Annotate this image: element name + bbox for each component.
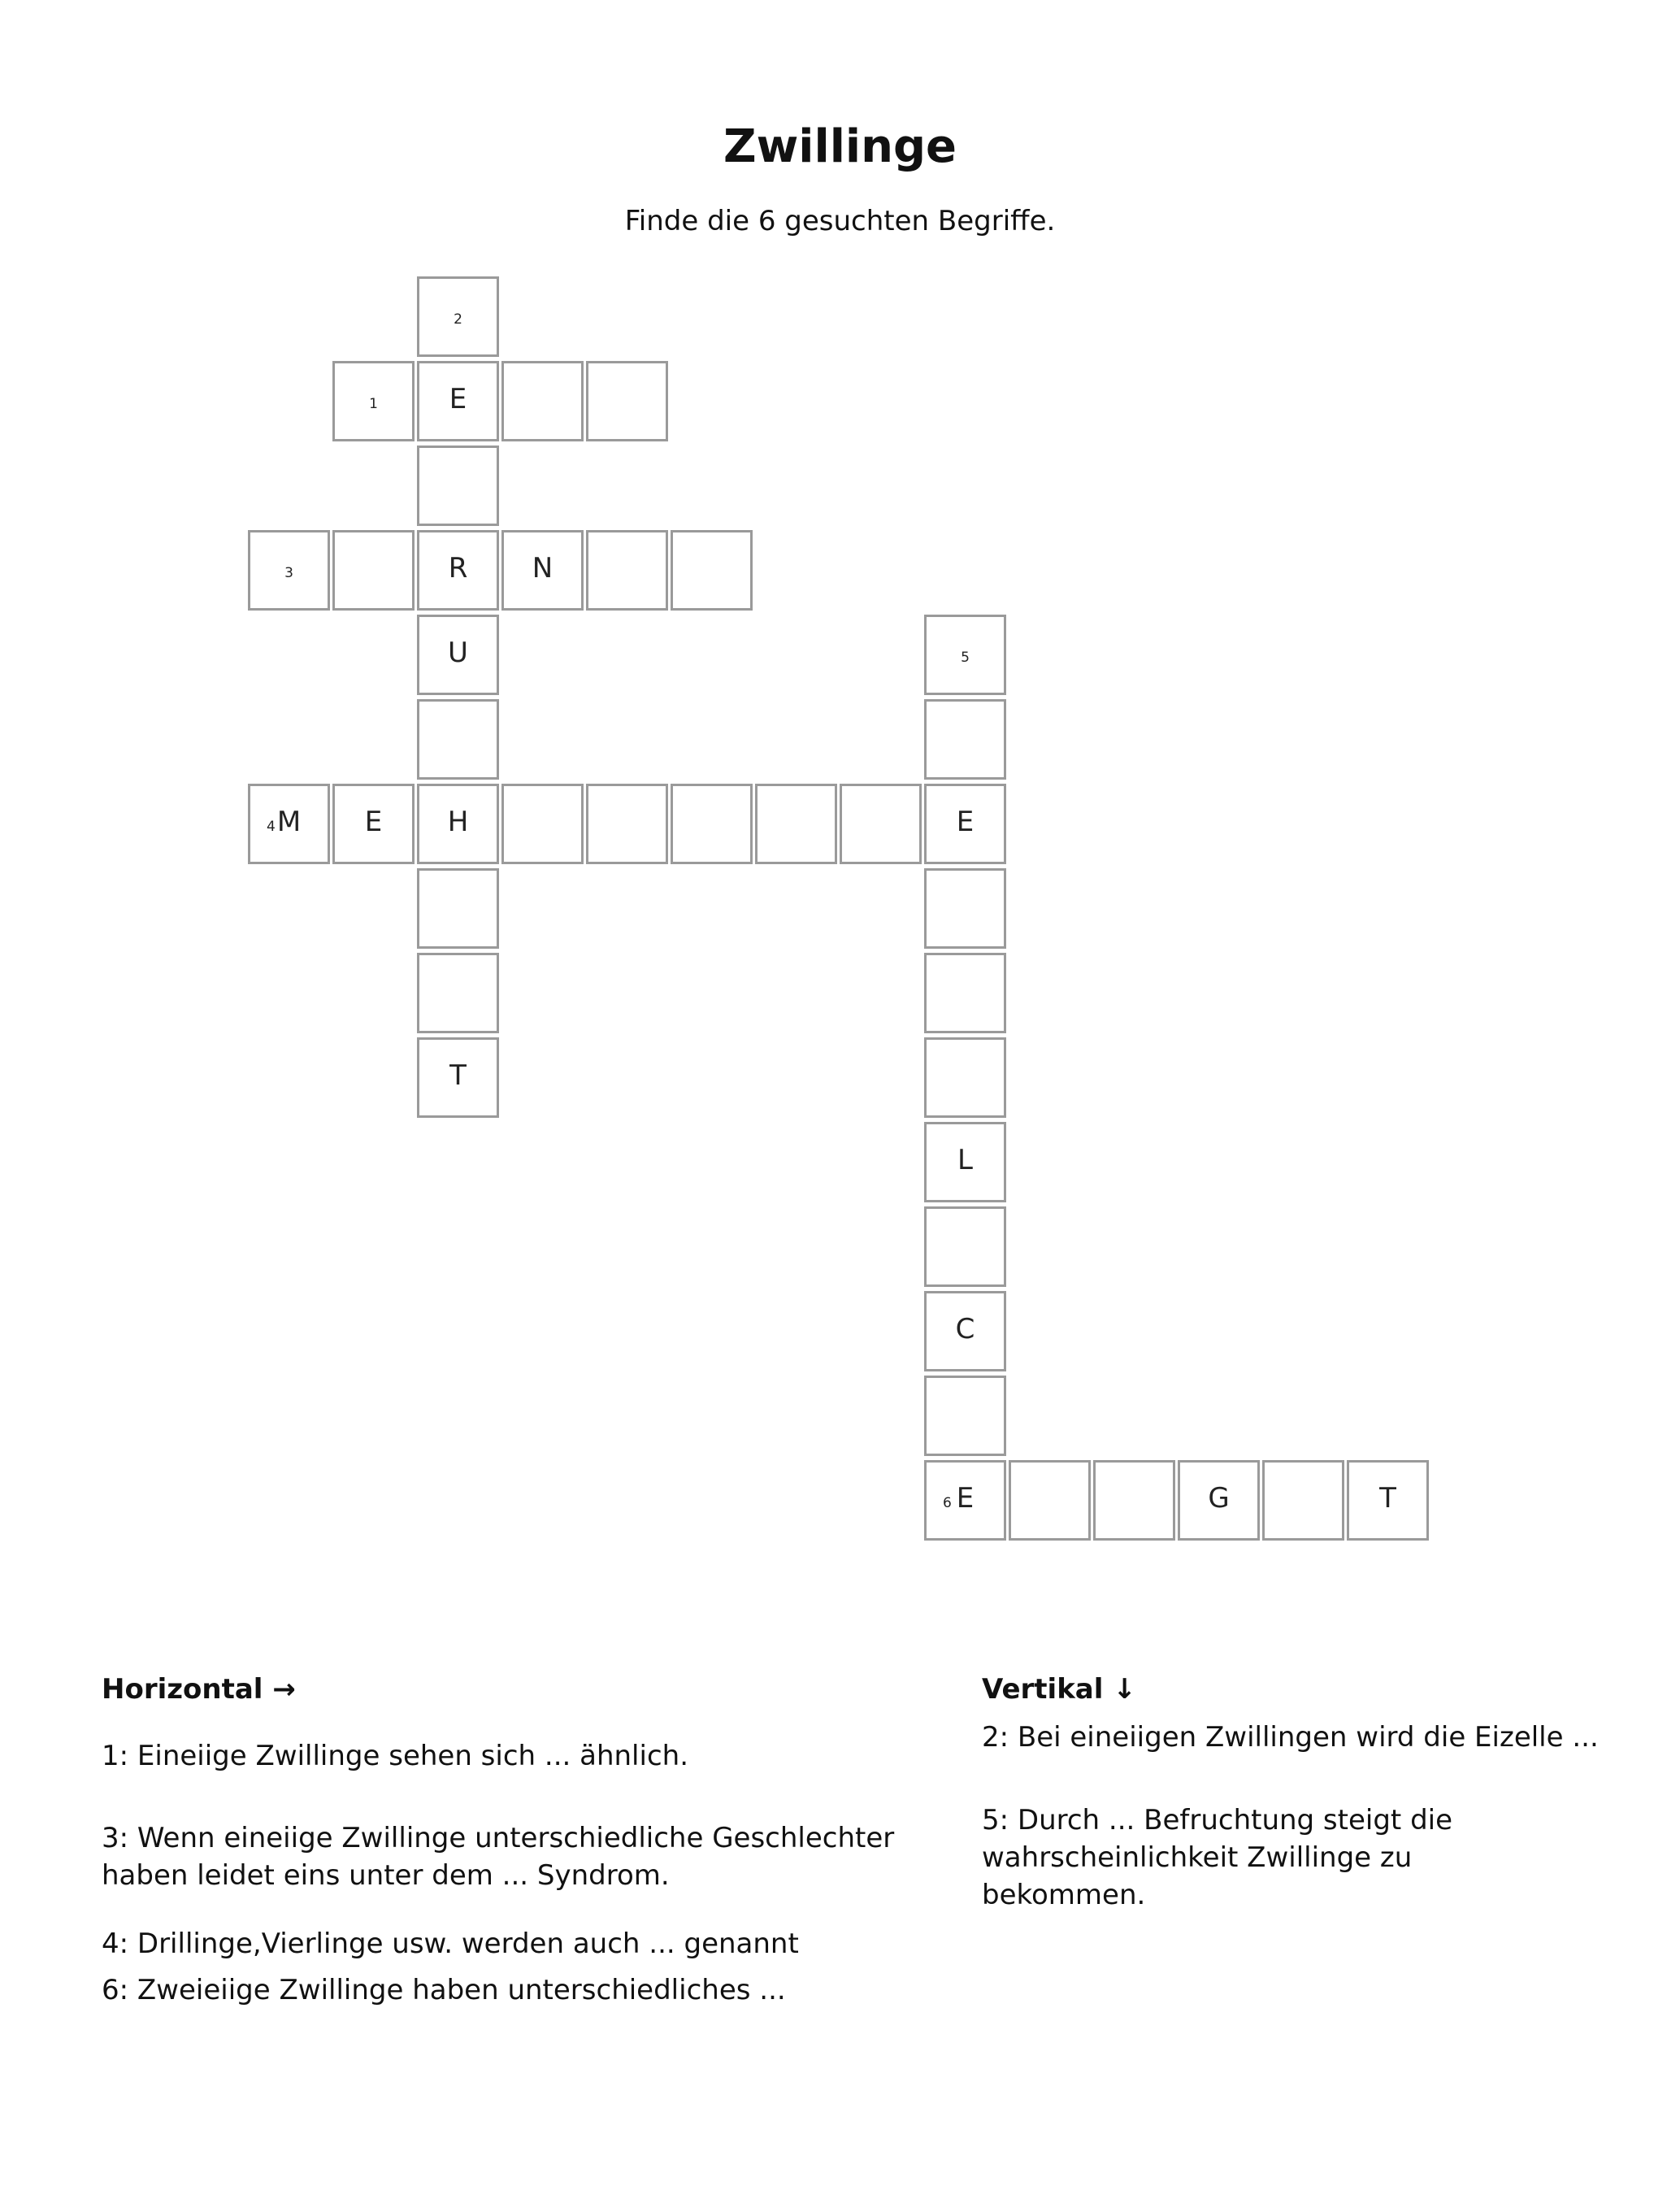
grid-cell[interactable] [332,361,415,441]
grid-cell[interactable] [924,1460,1006,1541]
grid-cell[interactable] [840,784,922,864]
grid-cell[interactable] [1178,1460,1260,1541]
grid-cell[interactable] [924,699,1006,780]
clue-horizontal-6: 6: Zweieiige Zwillinge haben unterschiedliches ... [102,1974,786,2006]
grid-cell[interactable] [501,784,584,864]
clue-horizontal-1: 1: Eineiige Zwillinge sehen sich ... ähnlich. [102,1740,689,1772]
clue-number: 1 [369,396,378,412]
cell-letter: C [955,1313,975,1345]
clue-number: 2 [454,311,462,328]
cell-letter: H [447,806,469,838]
grid-cell[interactable] [1347,1460,1429,1541]
clue-number: 6 [943,1495,952,1511]
grid-cell[interactable] [417,530,499,611]
grid-cell[interactable] [417,784,499,864]
cell-letter: E [956,806,975,838]
clue-vertical-2: 2: Bei eineiigen Zwillingen wird die Eizelle ... [982,1721,1599,1754]
horizontal-clues-heading: Horizontal → [102,1673,296,1706]
grid-cell[interactable] [417,446,499,526]
grid-cell[interactable] [924,868,1006,949]
cell-letter: E [364,806,383,838]
clue-number: 3 [284,565,293,581]
cell-letter: R [448,552,468,585]
grid-cell[interactable] [924,1037,1006,1118]
grid-cell[interactable] [1262,1460,1344,1541]
cell-letter: L [957,1144,973,1176]
grid-cell[interactable] [248,530,330,611]
grid-cell[interactable] [332,530,415,611]
grid-cell[interactable] [924,784,1006,864]
instructions: Finde die 6 gesuchten Begriffe. [624,205,1056,237]
grid-cell[interactable] [586,361,668,441]
cell-letter: T [449,1059,467,1092]
cell-letter: E [449,383,467,415]
grid-cell[interactable] [417,699,499,780]
cell-letter: N [532,552,553,585]
grid-cell[interactable] [924,1376,1006,1456]
grid-cell[interactable] [417,868,499,949]
clue-vertical-5: 5: Durch ... Befruchtung steigt die wahrscheinlichkeit Zwillinge zu bekommen. [982,1804,1453,1911]
grid-cell[interactable] [924,953,1006,1033]
grid-cell[interactable] [755,784,837,864]
grid-cell[interactable] [924,1206,1006,1287]
grid-cell[interactable] [501,530,584,611]
clue-number: 5 [961,650,970,666]
grid-cell[interactable] [332,784,415,864]
grid-cell[interactable] [417,361,499,441]
grid-cell[interactable] [924,1122,1006,1202]
grid-cell[interactable] [501,361,584,441]
grid-cell[interactable] [924,1291,1006,1371]
grid-cell[interactable] [417,1037,499,1118]
grid-cell[interactable] [586,784,668,864]
grid-cell[interactable] [417,276,499,357]
cell-letter: U [448,637,468,669]
page-title: Zwillinge [723,120,957,173]
cell-letter: E [956,1482,975,1515]
grid-cell[interactable] [586,530,668,611]
cell-letter: T [1379,1482,1396,1515]
clue-horizontal-4: 4: Drillinge,Vierlinge usw. werden auch ... genannt [102,1928,799,1960]
clue-number: 4 [267,819,276,835]
vertical-clues-heading: Vertikal ↓ [982,1673,1136,1706]
cell-letter: M [276,806,302,838]
grid-cell[interactable] [417,953,499,1033]
grid-cell[interactable] [671,530,753,611]
grid-cell[interactable] [1093,1460,1175,1541]
grid-cell[interactable] [248,784,330,864]
grid-cell[interactable] [1009,1460,1091,1541]
grid-cell[interactable] [671,784,753,864]
grid-cell[interactable] [924,615,1006,695]
cell-letter: G [1208,1482,1230,1515]
clue-horizontal-3: 3: Wenn eineiige Zwillinge unterschiedliche Geschlechter haben leidet eins unter dem ... Syndrom. [102,1822,895,1892]
grid-cell[interactable] [417,615,499,695]
